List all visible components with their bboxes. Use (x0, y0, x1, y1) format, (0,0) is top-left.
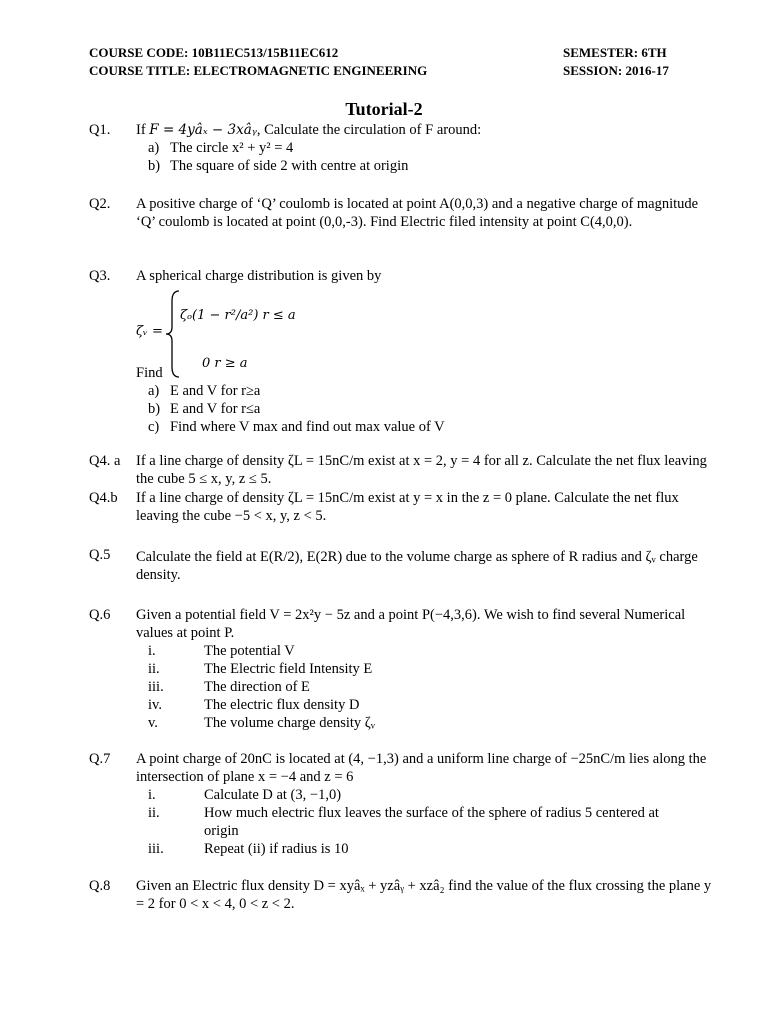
session: SESSION: 2016-17 (563, 63, 669, 78)
sub-part: c) Find where V max and find out max value of V (148, 419, 445, 435)
sub-parts (136, 382, 716, 436)
sub-part: iii. Repeat (ii) if radius is 10 (148, 841, 349, 857)
sub-part: a) The circle x² + y² = 4 (148, 140, 294, 156)
sub-part: i. Calculate D at (3, −1,0) (148, 787, 342, 803)
question-text: If F = 4yâₓ − 3xâᵧ, Calculate the circulation of F around: (136, 122, 482, 138)
question-text: If a line charge of density ζL = 15nC/m exist at y = x in the z = 0 plane. Calculate the net flux leaving the cube −5 < x, y, z < 5. (136, 490, 679, 524)
course-header-right (563, 44, 669, 80)
semester: SEMESTER: 6TH (563, 45, 667, 60)
sub-part: b) E and V for r≤a (148, 401, 261, 417)
question-number: Q3. (89, 268, 111, 284)
question-text: A point charge of 20nC is located at (4, −1,3) and a uniform line charge of −25nC/m lies along the intersection of plane x = −4 and z = 6 (136, 751, 707, 785)
question-text: A positive charge of ‘Q’ coulomb is located at point A(0,0,3) and a negative charge of magnitude ‘Q’ coulomb is located at point (0,0,-3). Find Electric filed intensity at point C(4,0,0). (136, 196, 699, 230)
piecewise-function: ζᵥ = ζₒ(1 − r²/a²) r ≤ a 0 r ≥ a (136, 289, 436, 379)
question-text: Given an Electric flux density D = xyâₓ + yzâᵧ + xzâ₂ find the value of the flux crossing the plane y = 2 for 0 < x < 4, 0 < z < 2. (136, 878, 712, 912)
sub-part: b) The square of side 2 with centre at origin (148, 158, 409, 174)
sub-part: ii. The Electric field Intensity E (148, 661, 373, 677)
sub-part: ii. How much electric flux leaves the surface of the sphere of radius 5 centered at origin (148, 805, 659, 839)
question-number: Q.5 (89, 547, 111, 563)
question-number: Q.6 (89, 607, 111, 623)
course-code: COURSE CODE: 10B11EC513/15B11EC612 (89, 45, 339, 60)
find-label: Find (136, 365, 163, 381)
sub-parts (136, 139, 716, 175)
question-number: Q2. (89, 196, 111, 212)
sub-part: iii. The direction of E (148, 679, 310, 695)
field-expression: F = 4yâₓ − 3xâᵧ (149, 122, 257, 138)
sub-part: iv. The electric flux density D (148, 697, 360, 713)
sub-parts (136, 786, 716, 858)
question-number: Q4.b (89, 490, 118, 506)
question-number: Q1. (89, 122, 111, 138)
page-title: Tutorial-2 (345, 99, 423, 119)
question-text: Calculate the field at E(R/2), E(2R) due to the volume charge as sphere of R radius and ζᵥ charge density. (136, 549, 698, 583)
question-text: Given a potential field V = 2x²y − 5z and a point P(−4,3,6). We wish to find several Numerical values at point P. (136, 607, 686, 641)
sub-part: v. The volume charge density ζᵥ (148, 715, 376, 731)
sub-part: i. The potential V (148, 643, 295, 659)
question-number: Q4. a (89, 453, 121, 469)
course-header-left (89, 44, 427, 80)
question-number: Q.7 (89, 751, 111, 767)
sub-parts (136, 642, 716, 732)
question-text: A spherical charge distribution is given by (136, 268, 382, 284)
question-text: If a line charge of density ζL = 15nC/m exist at x = 2, y = 4 for all z. Calculate the net flux leaving the cube 5 ≤ x, y, z ≤ 5. (136, 453, 707, 487)
sub-part: a) E and V for r≥a (148, 383, 261, 399)
course-title: COURSE TITLE: ELECTROMAGNETIC ENGINEERING (89, 63, 428, 78)
question-number: Q.8 (89, 878, 111, 894)
